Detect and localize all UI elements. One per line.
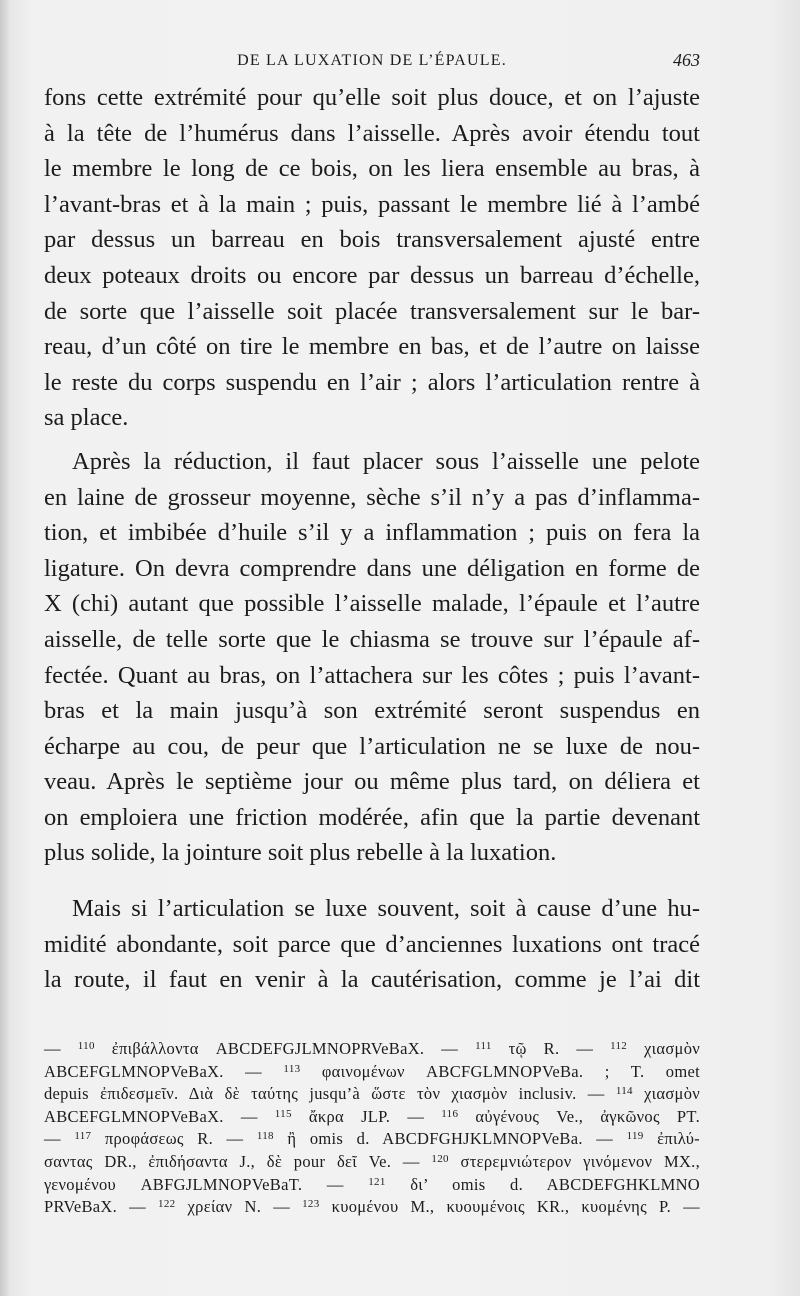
text-line: reau, d’un côté on tire le membre en bas, et de l’autre on laisse	[44, 333, 700, 361]
footnote-line: ABCEFGLMNOPVeBaX. — $^{113}$ φαινομένων ABCFGLMNOPVeBa. ; T. omet	[44, 1061, 700, 1081]
footnote-number: 116	[441, 1107, 459, 1120]
text-line: tion, et imbibée d’huile s’il y a inflammation ; puis on fera la	[44, 519, 700, 547]
text-line: aisselle, de telle sorte que le chiasma se trouve sur l’épaule af-	[44, 625, 700, 653]
text-line: le membre le long de ce bois, on les liera ensemble au bras, à	[44, 155, 700, 183]
footnote-line: σαντας DR., ἐπιδήσαντα J., δὲ pour δεῖ Ve. — $^{120}$ στερεμνιώτερον γινόμενον MX.,	[44, 1151, 701, 1171]
text-line: X (chi) autant que possible l’aisselle malade, l’épaule et l’autre	[44, 590, 700, 618]
text-line: Mais si l’articulation se luxe souvent, soit à cause d’une hu-	[72, 895, 700, 923]
footnote-number: 117	[74, 1130, 92, 1143]
footnote-number: 122	[158, 1198, 176, 1211]
footnote-number: 123	[302, 1198, 320, 1211]
footnote-number: 118	[256, 1130, 274, 1143]
footnote-number: 115	[274, 1107, 292, 1120]
text-line: fons cette extrémité pour qu’elle soit plus douce, et on l’ajuste	[44, 84, 700, 111]
footnote-line: depuis ἐπιδεσμεῖν. Διὰ δὲ ταύτης jusqu’à ὥστε τὸν χιασμὸν inclusiv. — $^{114}$ χιασμὸν	[44, 1084, 700, 1104]
footnote-line: ABCEFGLMNOPVeBaX. — $^{115}$ ἄκρα JLP. — $^{116}$ αὐγένους Ve., ἀγκῶνος PT.	[44, 1106, 700, 1126]
text-line: à la tête de l’humérus dans l’aisselle. Après avoir étendu tout	[44, 119, 700, 147]
text-line: la route, il faut en venir à la cautérisation, comme je l’ai dit	[44, 966, 700, 994]
footnote-number: 120	[431, 1152, 449, 1165]
text-line: ligature. On devra comprendre dans une déligation en forme de	[44, 554, 700, 582]
page-edge-shadow	[0, 0, 10, 1296]
footnote-number: 113	[283, 1062, 301, 1075]
footnote-number: 119	[626, 1130, 644, 1143]
text-line: plus solide, la jointure soit plus rebelle à la luxation.	[44, 839, 557, 867]
footnote-line: PRVeBaX. — $^{122}$ χρείαν N. — $^{123}$ κυομένου M., κυουμένοις KR., κυομένης P. —	[44, 1197, 700, 1217]
footnote-line: — $^{110}$ ἐπιβάλλοντα ABCDEFGJLMNOPRVeBaX. — $^{111}$ τῷ R. — $^{112}$ χιασμὸν	[44, 1039, 701, 1058]
page-number: 463	[673, 50, 700, 70]
paragraph-gap	[44, 871, 700, 891]
text-line: écharpe au cou, de peur que l’articulation ne se luxe de nou-	[44, 732, 700, 760]
text-line: midité abondante, soit parce que d’anciennes luxations ont tracé	[44, 930, 700, 958]
paragraph-gap	[44, 436, 700, 444]
running-head	[44, 50, 700, 74]
main-text	[44, 80, 700, 998]
text-line: deux poteaux droits ou encore par dessus un barreau d’échelle,	[44, 261, 700, 289]
footnote-line: — $^{117}$ προφάσεως R. — $^{118}$ ἢ omis d. ABCDFGHJKLMNOPVeBa. — $^{119}$ ἐπιλύ-	[44, 1129, 700, 1149]
text-line: de sorte que l’aisselle soit placée transversalement sur le bar-	[44, 297, 700, 325]
footnotes	[44, 1038, 700, 1219]
text-line: l’avant-bras et à la main ; puis, passant le membre lié à l’ambé	[44, 190, 700, 218]
text-line: bras et la main jusqu’à son extrémité seront suspendus en	[44, 697, 700, 725]
footnote-line: γενομένου ABFGJLMNOPVeBaT. — $^{121}$ δι’ omis d. ABCDEFGHKLMNO	[44, 1174, 700, 1194]
running-title: DE LA LUXATION DE L’ÉPAULE.	[237, 52, 507, 69]
text-line: en laine de grosseur moyenne, sèche s’il n’y a pas d’inflamma-	[44, 483, 700, 511]
text-line: on emploiera une friction modérée, afin que la partie devenant	[44, 803, 700, 831]
text-line: sa place.	[44, 404, 129, 432]
footnote-number: 121	[368, 1175, 386, 1188]
footnote-number: 110	[77, 1040, 95, 1052]
text-line: le reste du corps suspendu en l’air ; alors l’articulation rentre à	[44, 368, 700, 396]
text-line: Après la réduction, il faut placer sous l’aisselle une pelote	[72, 447, 700, 475]
text-line: fectée. Quant au bras, on l’attachera sur les côtes ; puis l’avant-	[44, 661, 700, 689]
text-line: veau. Après le septième jour ou même plus tard, on déliera et	[44, 768, 700, 796]
footnote-number: 111	[475, 1040, 492, 1052]
footnote-number: 114	[615, 1085, 633, 1098]
text-line: par dessus un barreau en bois transversalement ajusté entre	[44, 226, 700, 254]
footnote-number: 112	[610, 1040, 628, 1052]
